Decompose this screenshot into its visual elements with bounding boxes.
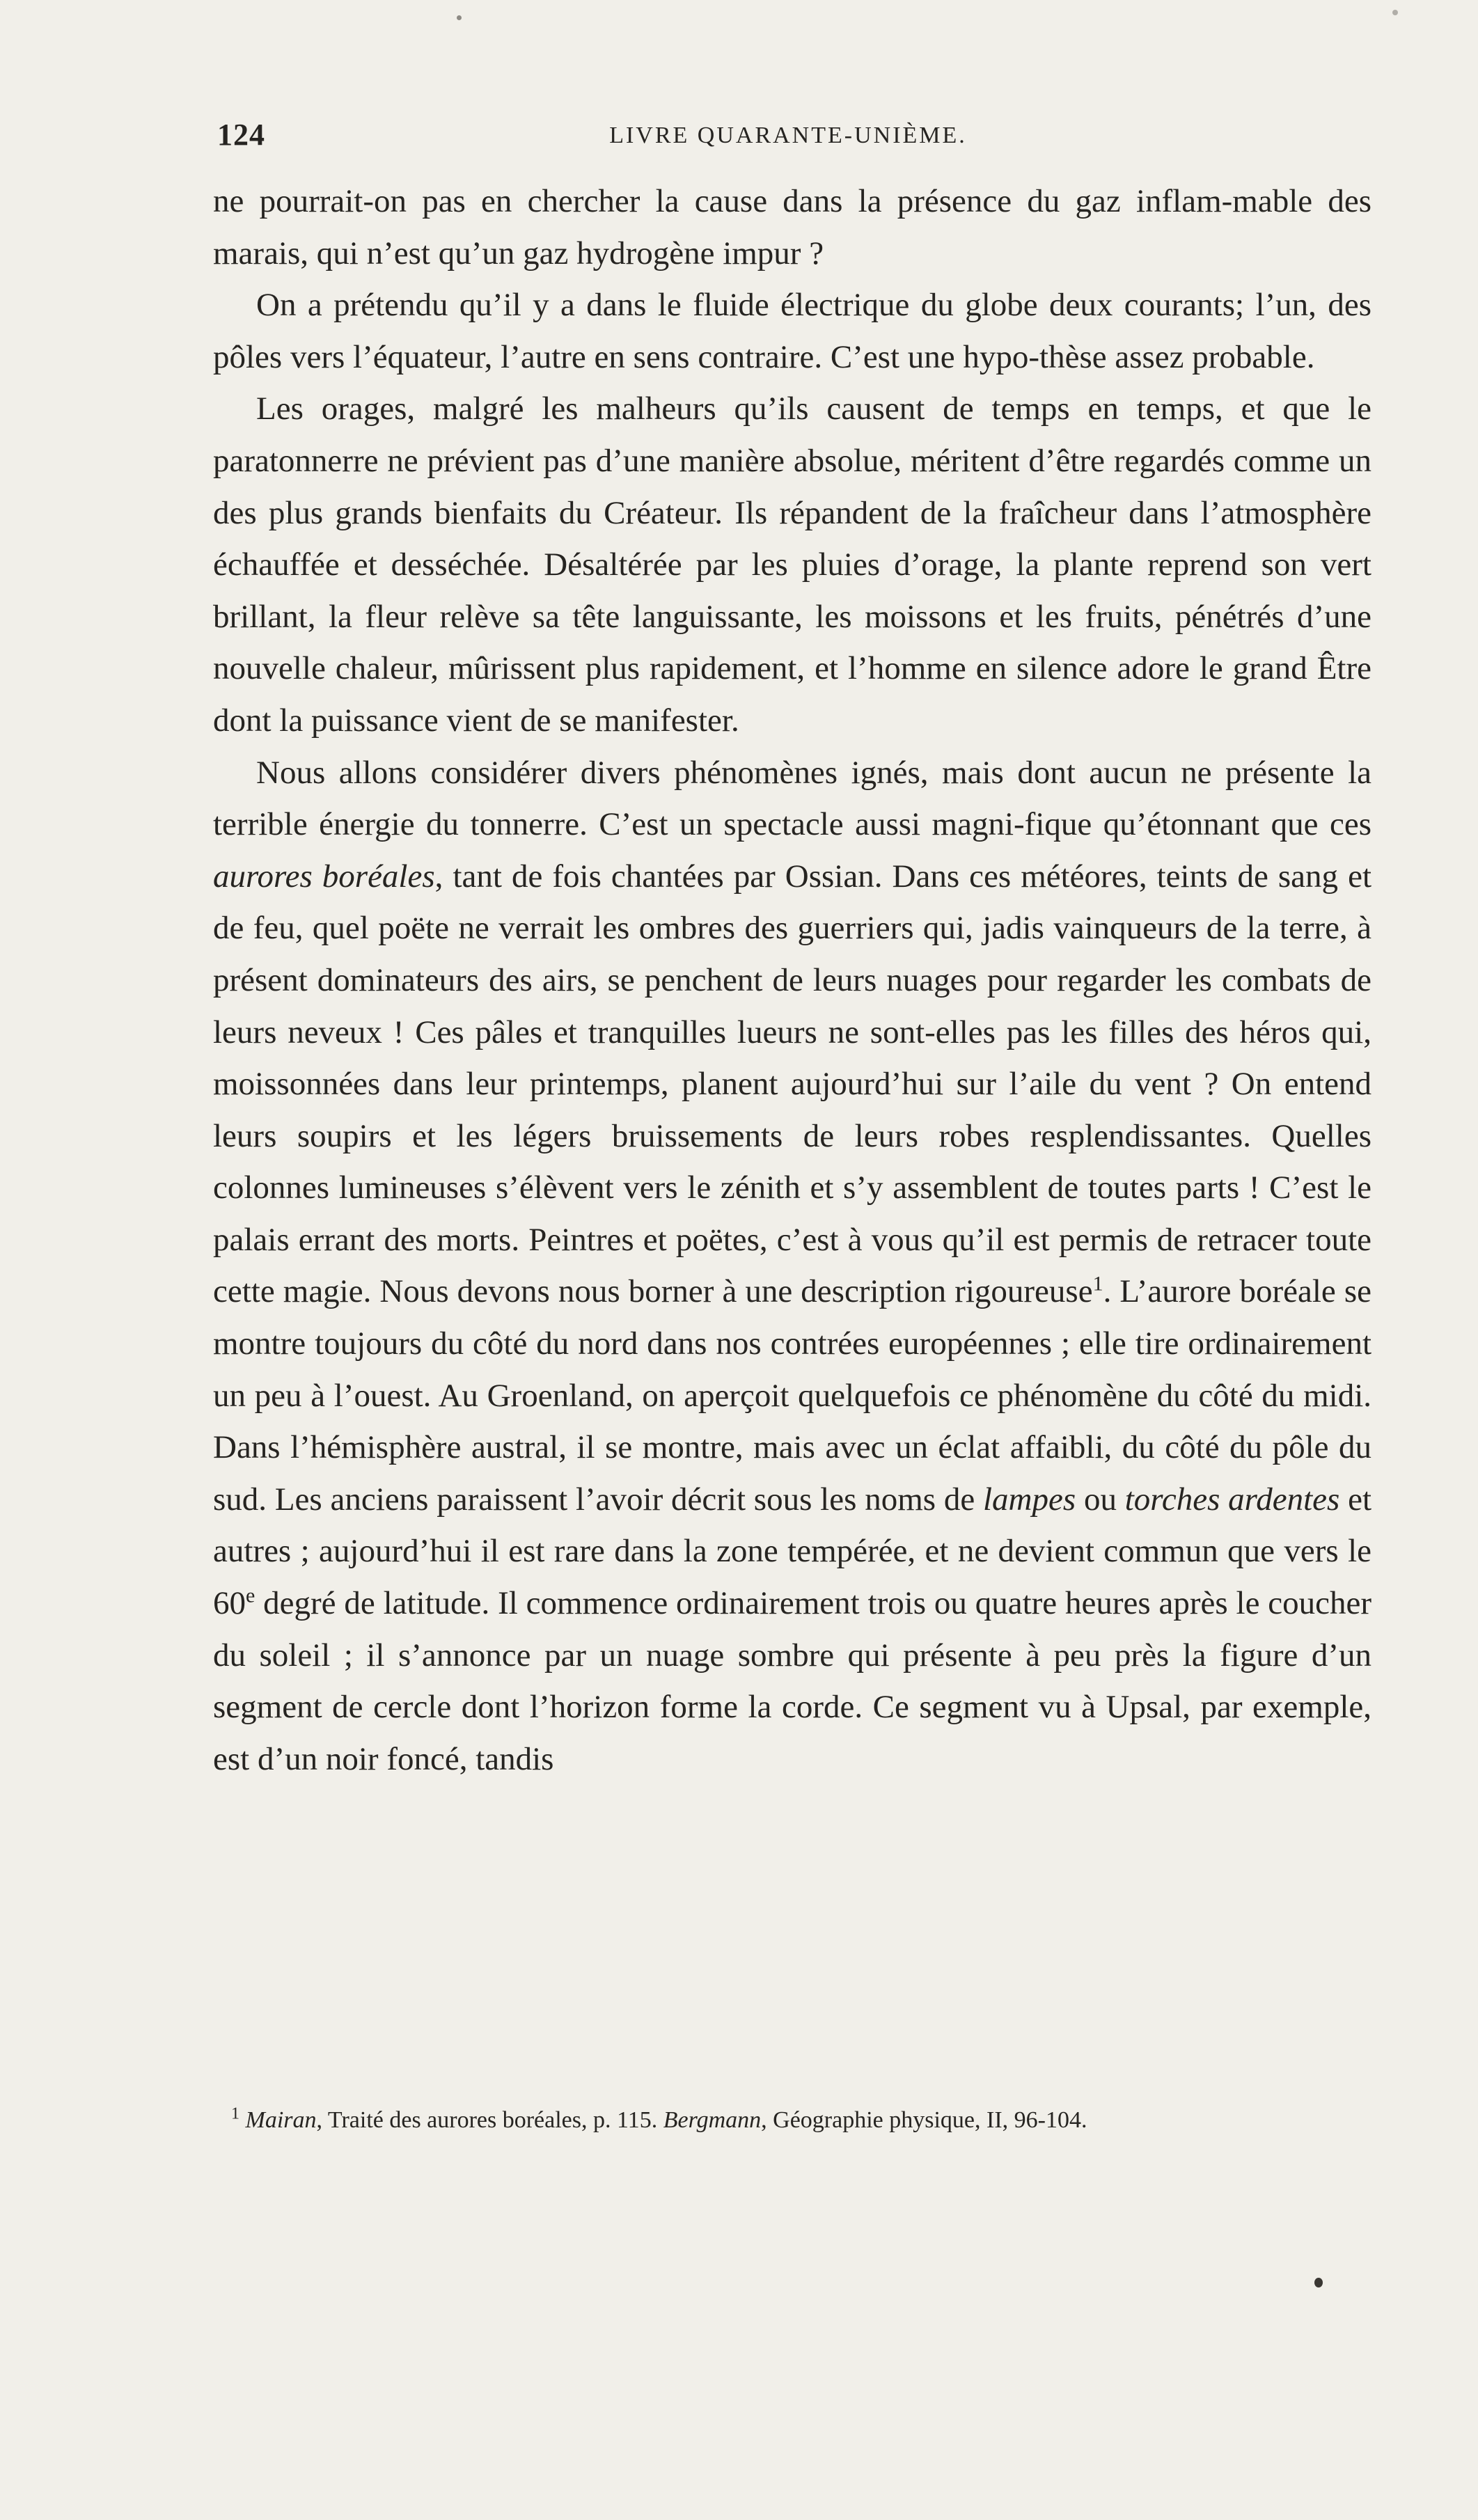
paragraph-4-text-f: degré de latitude. Il commence ordinairement trois ou quatre heures après le coucher du soleil ; il s’annonce par un nuage sombre qui présente à peu près la figure d’un segment de cercle dont l’horizon forme la corde. Ce segment vu à Upsal, par exemple, est d’un noir foncé, tandis (213, 1585, 1371, 1777)
footnote-reference: 1 (1092, 1272, 1103, 1296)
paragraph-2: On a prétendu qu’il y a dans le fluide électrique du globe deux courants; l’un, des pôles vers l’équateur, l’autre en sens contraire. C’est une hypo-thèse assez probable. (213, 287, 1371, 375)
paragraph-4-text-e: et autres ; aujourd’hui il est rare dans la zone tempérée, et ne devient commun que vers le 60 (213, 1481, 1371, 1622)
footnote-author-bergmann: Bergmann (663, 2107, 762, 2133)
footnote-text-2: , Géographie physique, II, 96-104. (761, 2107, 1087, 2133)
running-head (217, 117, 1359, 159)
aurores-boreales-italic: aurores boréales (213, 858, 435, 895)
paragraph-4-text-b: , tant de fois chantées par Ossian. Dans ces météores, teints de sang et de feu, quel poëte ne verrait les ombres des guerriers qui, jadis vainqueurs de la terre, à présent dominateurs des airs, se penchent de leurs nuages pour regarder les combats de leurs neveux ! Ces pâles et tranquilles lueurs ne sont-elles pas les filles des héros qui, moissonnées dans leur printemps, planent aujourd’hui sur l’aile du vent ? On entend leurs soupirs et les légers bruissements de leurs robes resplendissantes. Quelles colonnes lumineuses s’élèvent vers le zénith et s’y assemblent de toutes parts ! C’est le palais errant des morts. Peintres et poëtes, c’est à vous qu’il est permis de retracer toute cette magie. Nous devons nous borner à une description rigoureuse (213, 858, 1372, 1310)
body-text (213, 175, 1371, 1785)
ink-speck-bottom (1314, 2278, 1323, 2287)
degree-superscript: e (246, 1584, 255, 1607)
footnote-author-mairan: Mairan (245, 2107, 317, 2133)
paragraph-4-text-a: Nous allons considérer divers phénomènes ignés, mais dont aucun ne présente la terrible énergie du tonnerre. C’est un spectacle aussi magni-fique qu’étonnant que ces (213, 754, 1371, 843)
paragraph-4 (213, 747, 1371, 1786)
ink-speck-corner (1392, 10, 1398, 15)
footnote-mark: 1 (231, 2104, 239, 2123)
paragraph-4-text-c: . L’aurore boréale se montre toujours du côté du nord dans nos contrées européennes ; elle tire ordinairement un peu à l’ouest. Au Groenland, on aperçoit quelquefois ce phénomène du côté du midi. Dans l’hémisphère austral, il se montre, mais avec un éclat affaibli, du côté du pôle du sud. Les anciens paraissent l’avoir décrit sous les noms de (213, 1273, 1371, 1518)
footnote-text (213, 2102, 1371, 2139)
lampes-italic: lampes (983, 1481, 1076, 1518)
paragraph-3: Les orages, malgré les malheurs qu’ils causent de temps en temps, et que le paratonnerre ne prévient pas d’une manière absolue, méritent d’être regardés comme un des plus grands bienfaits du Créateur. Ils répandent de la fraîcheur dans l’atmosphère échauffée et desséchée. Désaltérée par les pluies d’orage, la plante reprend son vert brillant, la fleur relève sa tête languissante, les moissons et les fruits, pénétrés d’une nouvelle chaleur, mûrissent plus rapidement, et l’homme en silence adore le grand Être dont la puissance vient de se manifester. (213, 391, 1371, 739)
torches-ardentes-italic: torches ardentes (1124, 1481, 1340, 1518)
footnote (213, 2102, 1371, 2139)
running-title: LIVRE QUARANTE-UNIÈME. (609, 123, 967, 148)
page-number: 124 (217, 118, 265, 152)
paragraph-1: ne pourrait-on pas en chercher la cause dans la présence du gaz inflam-mable des marais, qui n’est qu’un gaz hydrogène impur ? (213, 183, 1371, 271)
ink-speck-top (457, 15, 462, 20)
paragraph-4-text-d: ou (1076, 1481, 1125, 1518)
footnote-text-1: , Traité des aurores boréales, p. 115. (316, 2107, 663, 2133)
